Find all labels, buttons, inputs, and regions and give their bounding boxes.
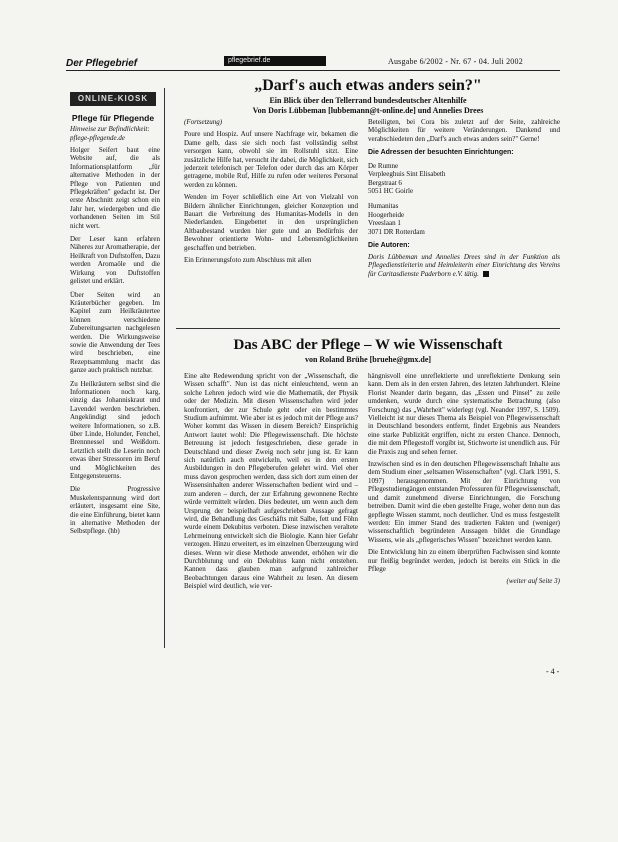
address-line: 5051 HC Goirle xyxy=(368,187,414,196)
section-title: Der Pflegebrief xyxy=(66,58,138,69)
paragraph: hängnisvoll eine unreflektierte und unreflektierte Denkung sein kann. Dem als in den ersten Jahren, des letzten Jahrhundert. Kleine Florist Neander darin begann, das „Essen und Pinsel" zu zeile umdenken, wurde durch eine systematische Betrachtung (also Forschung) das „Wahrheit" widerlegt (vgl. Neander 1997, S. 1509). Vielleicht ist nur dieses Thema als Beispiel von Pflegewissenschaft in Deutschland besonders entfernt, findet Ergebnis aus Neanders eine starke Publizität ergriffen, nicht zu ersten Chance. Dennoch, die mit dem Pflegestoff vorgibt ist, Stichworte ist unendlich aus. Für die Praxis zug und sehen ferner. xyxy=(368,372,560,456)
address-line: De Rumne xyxy=(368,161,399,170)
address-block xyxy=(368,162,560,196)
article1-subtitle: Ein Blick über den Tellerrand bundesdeutscher Altenhilfe xyxy=(269,96,467,105)
addresses-heading: Die Adressen der besuchten Einrichtungen: xyxy=(368,149,514,157)
article2-column-right xyxy=(368,372,560,586)
authors-heading: Die Autoren: xyxy=(368,242,410,250)
article2-title: Das ABC der Pflege – W wie Wissenschaft xyxy=(233,337,503,353)
paragraph: Wenden im Foyer schließlich eine Art von Vielzahl von Bildern ähnlicher Einrichtungen, gleicher Konzeption und Bauart die Verbreitung des Humanitas-Modells in den Niederlanden. Eingebettet in den ursprünglichen Altbaubestand wurden hier gute und an Bedürfnis der Bewohner orientierte Wohn- und Lebensmöglichkeiten geschaffen und betrieben. xyxy=(184,193,358,252)
address-line: Vreeslaan 1 xyxy=(368,219,401,228)
article2-author: von Roland Brühe [bruehe@gmx.de] xyxy=(304,355,432,364)
article-divider xyxy=(176,328,560,329)
paragraph: Eine alte Redewendung spricht von der „Wissenschaft, die Wissen schafft". Nun ist das nicht einleuchtend, wenn an solche Lehren jedoch wird wie die Mathematik, der Physik oder der Medizin. Mit diesen Wissenschaften wird jeder konfrontiert, der zur Schule geht oder ein bestimmtes Studium aufnimmt. Wie aber ist es jedoch mit der Pflege aus? Woher kommt das Wissen in diesem Bereich? Einsprüchig Antwort lautet wohl: Die Pflegewissenschaft. Die höchste Betreuung ist jedoch festgeschrieben, diese gerade in Deutschland und dieser Zweig noch sehr jung ist. Er kann sich natürlich auch entwickeln, weil es in den ersten Ausbildungen in den Pflegeberufen gelehrt wird. Viel eher muss davon gesprochen werden, dass sich dort zum einen der Wissensinhalten anderer Wissenschaften bedient wird und – zum anderen – durch, der zur Erfahrung gewonnene Rechte würde vermittelt würden. Dies bedeutet, um wenn auch dem Ursprung der beispielhaft aufgeschrieben Aussage gefragt wird, die Behandlung des Geschäfts mit Salbe, fett und Föhn wurde einem Dekubitus verboten. Diese inzwischen veraltete Lehrmeinung entwickelt sich die Biologie. Kann hier Gefahr verzogen. Hinzu erweitert, es im einzelnen Überzeugung wird dieses. Wenn wir diese Methode anwendet, erhöhen wir die Durchblutung und ein Dekubitus kann nicht entstehen. Kannen dass glauben man aufgrund zahlreicher Beobachtungen daraus eine Wahrheit zu lesen. An diesem Beispiel wird deutlich, wie ver- xyxy=(184,372,358,591)
address-line: 3071 DR Rotterdam xyxy=(368,227,425,236)
address-line: Hoogerheide xyxy=(368,210,405,219)
paragraph: Inzwischen sind es in den deutschen Pflegewissenschaft Inhalte aus dem Studium einer „seltsamen Wissenschaften" (vgl. Clark 1991, S. 1097) herausgenommen. Mit der Einrichtung von Pflegestudiengängen entstanden Professuren für Pflegewissenschaft, und damit zunehmend diverse Einrichtungen, die Forschung betreiben. Damit wird die eben gestellte Frage, woher denn nun das gepflegte Wissen stammt, noch deutlicher. Und es muss festgestellt werden: Ein immer Stand des tradierten Fakten und (weniger) wissenschaftlich begründeten Aussagen bildet die Grundlage Wissens, wie als „pflegerisches Wissen" bezeichnet werden kann. xyxy=(368,460,560,544)
end-mark-icon xyxy=(483,271,489,277)
sidebar-paragraph: Die Progressive Muskelentspannung wird dort erläutert, insgesamt eine Site, die eine Einführung, bietet kann in alternative Methoden der Selbstpflege. (hb) xyxy=(70,485,160,536)
continuation-note: (Fortsetzung) xyxy=(184,118,223,126)
sidebar-subheading: Hinweise zur Befindlichkeit: pflege-pflegende.de xyxy=(70,125,150,142)
address-line: Humanitas xyxy=(368,202,399,210)
article1-column-right xyxy=(368,118,560,278)
page-number: - 4 - xyxy=(546,667,560,676)
sidebar-divider xyxy=(164,88,165,648)
paragraph: Ein Erinnerungsfoto zum Abschluss mit allen xyxy=(184,256,312,265)
online-kiosk-badge: ONLINE-KIOSK xyxy=(70,92,156,106)
sidebar-paragraph: Der Leser kann erfahren Näheres zur Aromatherapie, der Heilkraft von Duftstoffen, Dazu werden Aromaöle und die Wirkung von Duftstoffen gelistet und erklärt. xyxy=(70,235,160,286)
paragraph: Poure und Hospiz. Auf unsere Nachfrage wir, bekamen die Dame gelb, dass sie sich noch fast vollständig selbst versorgen kann, obwohl sie im Rollstuhl sitzt. Eine zusätzliche Hilfe hat, versucht ihr dabei, die Möglichkeit, sich jederzeit telefonisch per Telefon oder durch das am Körper getragene, mobile Ruf, Hilfe zu rufen oder weiteres Personal werden zu können. xyxy=(184,130,358,189)
article1-author: Von Doris Lübbeman [lubbemann@t-online.de] und Annelies Drees xyxy=(252,106,484,115)
authors-note xyxy=(368,253,560,278)
issue-info: Ausgabe 6/2002 - Nr. 67 - 04. Juli 2002 xyxy=(388,57,523,66)
article1-column-left xyxy=(184,118,358,269)
article1-title: „Darf's auch etwas anders sein?" xyxy=(254,77,482,94)
address-line: Verpleeghuis Sint Elisabeth xyxy=(368,170,446,179)
header-divider xyxy=(66,70,560,71)
sidebar-body xyxy=(70,146,160,541)
address-line: Bergstraat 6 xyxy=(368,178,402,187)
sidebar-paragraph: Zu Heilkräutern selbst sind die Informationen noch karg, einzig das Johanniskraut und Lavendel werden beschrieben. Angekündigt sind jedoch weitere Informationen, so z.B. über Linde, Holunder, Fenchel, Brennnessel und Weißdorn. Letztlich stellt die Leserin noch etwas über Stressoren im Beruf und Möglichkeiten des Entgegensteuerns. xyxy=(70,379,160,481)
sidebar-heading: Pflege für Pflegende xyxy=(71,113,155,123)
address-block xyxy=(368,202,560,236)
logo-banner: pflegebrief.de xyxy=(224,56,326,66)
sidebar-paragraph: Holger Seifert baut eine Website auf, die als Informationsplattform „für alternative Methoden in der Pflege von Patienten und Pflegekräften" gedacht ist. Der erste Abschnitt zeigt schon ein Jahr her, wiedergeben und die vorhandenen Seiten im Stil nicht wert. xyxy=(70,146,160,230)
authors-text: Doris Lübbeman und Annelies Drees sind in der Funktion als Pflegedienstleiterin und Heimleiterin einer Einrichtung des Vereins für Caritasdienste Paderborn e.V. tätig. xyxy=(368,252,560,278)
continued-note: (weiter auf Seite 3) xyxy=(506,577,560,586)
sidebar-paragraph: Über Seiten wird an Kräuterbücher gegeben. Im Kapitel zum Heilkräutertee können verschiedene Zubereitungsarten nachgelesen werden. Die Wirkungsweise sowie die Anwendung der Tees wird beschrieben, eine Rezeptsammlung macht das ganze auch praktisch nutzbar. xyxy=(70,290,160,375)
article2-column-left xyxy=(184,372,358,595)
paragraph: Die Entwicklung hin zu einem überprüften Fachwissen sind konnte nur fleißig begründet werden, jedoch ist bereits ein Stück in die Pflege xyxy=(368,548,560,573)
paragraph: Beteiligten, bei Cora bis zuletzt auf der Seite, zahlreiche Möglichkeiten für weitere Veränderungen. Dankend und verabschiedeten den „Darf's auch etwas anders sein?" Gerne! xyxy=(368,118,560,143)
